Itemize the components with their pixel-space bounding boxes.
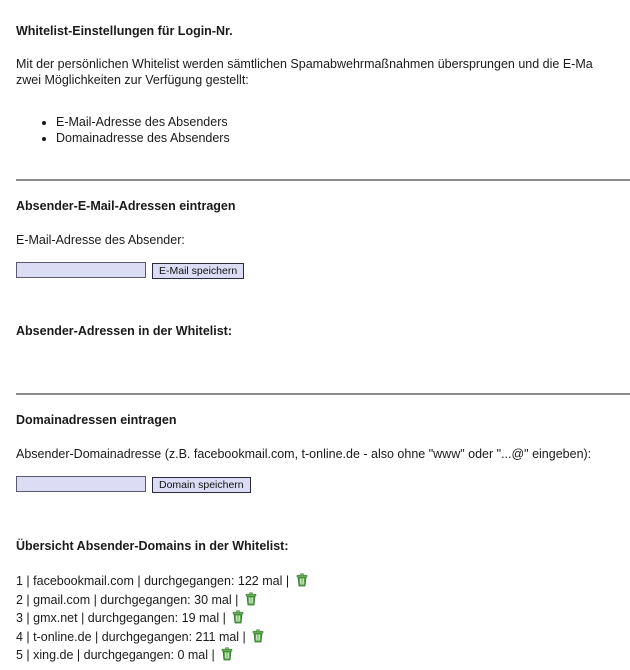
- save-email-button[interactable]: E-Mail speichern: [152, 263, 244, 279]
- domain-entry-text: 1 | facebookmail.com | durchgegangen: 122 mal |: [16, 574, 290, 588]
- list-item: [16, 591, 309, 610]
- page-title: Whitelist-Einstellungen für Login-Nr.: [16, 24, 233, 38]
- domain-whitelist-title: Übersicht Absender-Domains in der Whitelist:: [16, 539, 289, 553]
- domain-field-label: Absender-Domainadresse (z.B. facebookmail.com, t-online.de - also ohne "www" oder "...@" eingeben):: [16, 447, 592, 461]
- trash-icon[interactable]: [251, 629, 265, 643]
- domain-input[interactable]: [16, 476, 146, 492]
- whitelist-options-list: [16, 114, 230, 146]
- email-input[interactable]: [16, 262, 146, 278]
- domain-whitelist: [16, 572, 309, 665]
- trash-icon[interactable]: [231, 610, 245, 624]
- domain-entry-text: 5 | xing.de | durchgegangen: 0 mal |: [16, 648, 215, 663]
- separator: [16, 179, 630, 181]
- domain-section-title: Domainadressen eintragen: [16, 413, 177, 427]
- domain-entry-text: 3 | gmx.net | durchgegangen: 19 mal |: [16, 611, 226, 626]
- list-item: [16, 646, 309, 665]
- save-domain-button[interactable]: Domain speichern: [152, 477, 251, 493]
- intro-text-line-2: zwei Möglichkeiten zur Verfügung gestellt:: [16, 73, 249, 87]
- list-item: [16, 609, 309, 628]
- email-field-label: E-Mail-Adresse des Absender:: [16, 233, 185, 247]
- domain-entry-text: 4 | t-online.de | durchgegangen: 211 mal |: [16, 629, 246, 644]
- list-item: [16, 628, 309, 647]
- list-item: [16, 572, 309, 591]
- email-whitelist-title: Absender-Adressen in der Whitelist:: [16, 324, 233, 338]
- domain-entry-text: 2 | gmail.com | durchgegangen: 30 mal |: [16, 592, 239, 607]
- option-domain: • Domainadresse des Absenders: [56, 130, 230, 146]
- option-email: • E-Mail-Adresse des Absenders: [56, 114, 230, 130]
- separator: [16, 393, 630, 395]
- email-section-title: Absender-E-Mail-Adressen eintragen: [16, 199, 236, 213]
- trash-icon[interactable]: [295, 573, 309, 587]
- intro-text-line-1: Mit der persönlichen Whitelist werden sämtlichen Spamabwehrmaßnahmen übersprungen und die E-Ma: [16, 57, 593, 71]
- trash-icon[interactable]: [220, 647, 234, 661]
- trash-icon[interactable]: [244, 592, 258, 606]
